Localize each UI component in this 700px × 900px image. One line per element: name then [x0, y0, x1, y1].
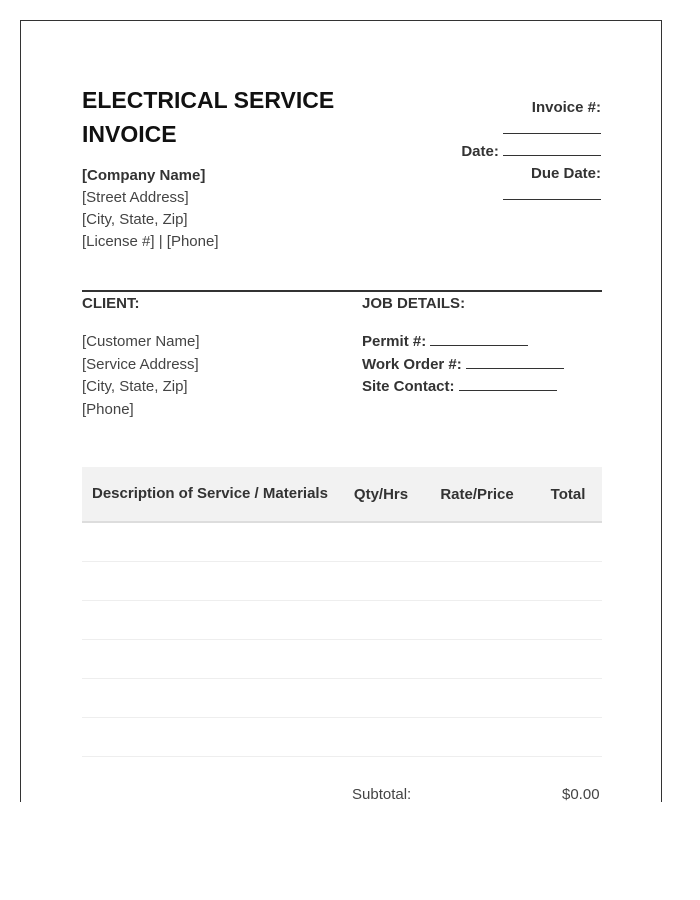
table-row[interactable] [82, 718, 602, 757]
site-contact-row [362, 376, 564, 399]
permit-field[interactable] [430, 332, 528, 346]
site-contact-field[interactable] [459, 377, 557, 391]
invoice-number-label: Invoice #: [531, 99, 601, 116]
due-date-row [401, 163, 601, 185]
due-date-field[interactable] [503, 188, 601, 200]
client-name: [Customer Name] [82, 333, 200, 350]
invoice-page [20, 20, 662, 802]
permit-row [362, 331, 564, 354]
description-header: Description of Service / Materials [92, 485, 328, 502]
subtotal-label: Subtotal: [352, 786, 412, 803]
company-license-phone: [License #] | [Phone] [82, 233, 219, 250]
permit-label: Permit #: [362, 333, 427, 350]
client-address: [Service Address] [82, 355, 199, 373]
client-heading: CLIENT: [82, 295, 140, 312]
job-details-heading: JOB DETAILS: [362, 295, 466, 312]
table-row[interactable] [82, 523, 602, 562]
table-header [82, 467, 602, 523]
client-phone: [Phone] [82, 400, 134, 418]
company-street: [Street Address] [82, 189, 189, 206]
site-contact-label: Site Contact: [362, 378, 455, 395]
invoice-number-field[interactable] [503, 122, 601, 134]
table-row[interactable] [82, 679, 602, 718]
table-row[interactable] [82, 601, 602, 640]
date-field[interactable] [503, 142, 601, 156]
table-row[interactable] [82, 562, 602, 601]
date-row [401, 141, 601, 163]
invoice-title: ELECTRICAL SERVICE INVOICE [82, 87, 335, 147]
client-city: [City, State, Zip] [82, 378, 188, 395]
company-info [82, 165, 219, 253]
work-order-row [362, 354, 564, 377]
due-date-label: Due Date: [530, 165, 601, 182]
date-label: Date: [461, 143, 499, 160]
invoice-meta [401, 97, 601, 207]
client-info [82, 331, 200, 421]
company-city: [City, State, Zip] [82, 211, 188, 228]
section-divider [82, 290, 602, 292]
subtotal-value: $0.00 [562, 786, 600, 803]
table-row[interactable] [82, 640, 602, 679]
job-details [362, 331, 564, 399]
total-header: Total [550, 485, 586, 503]
work-order-label: Work Order #: [362, 355, 462, 373]
rate-header: Rate/Price [440, 485, 514, 503]
invoice-number-row [401, 97, 601, 119]
company-name: [Company Name] [82, 167, 206, 184]
work-order-field[interactable] [466, 355, 564, 369]
qty-header: Qty/Hrs [353, 485, 409, 503]
line-items-table [82, 467, 602, 757]
